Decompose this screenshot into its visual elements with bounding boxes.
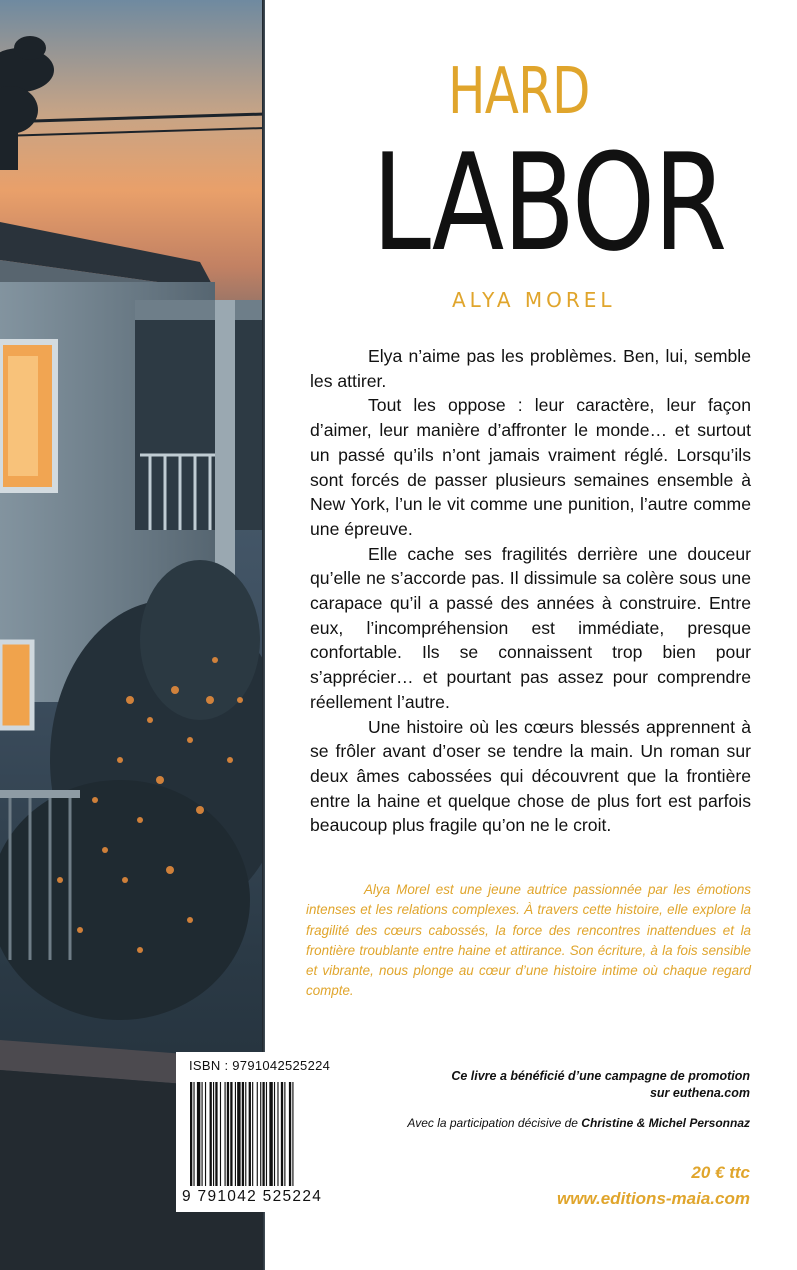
barcode-bar [281,1082,283,1186]
participation-prefix: Avec la participation décisive de [407,1116,578,1130]
participation-names: Christine & Michel Personnaz [581,1116,750,1130]
price: 20 € ttc [691,1163,750,1182]
barcode-bar [260,1082,261,1186]
barcode-bar [235,1082,236,1186]
barcode-bar [289,1082,291,1186]
promo-line: Ce livre a bénéficié d’une campagne de promotion [451,1069,750,1083]
synopsis-paragraph: Une histoire où les cœurs blessés apprennent à se frôler avant d’oser se tendre la main. Un roman sur deux âmes cabossées qui découvrent que la frontière entre la haine et quelque chose de plus fort est parfois beaucoup plus fragile qu’on ne le croit. [310,716,751,836]
book-title-line1: HARD [448,55,590,129]
isbn-label: ISBN : 9791042525224 [189,1058,331,1073]
barcode-bar [190,1082,192,1186]
barcode-bar [277,1082,278,1186]
author-bio: Alya Morel est une jeune autrice passionnée par les émotions intenses et les relations complexes. À travers cette histoire, elle explore la fragilité des cœurs cabossés, la force des rencontres inattendues et la frontière troublante entre haine et attirance. Son écriture, à la fois sensible et vibrante, nous plonge au cœur d’une histoire intime où chaque regard compte. [306,882,751,999]
promo-link-text: sur euthena.com [649,1086,750,1100]
barcode-bar [205,1082,206,1186]
barcode-bar [249,1082,251,1186]
synopsis [310,344,751,838]
isbn-number: 9 791042 525224 [182,1188,323,1205]
synopsis-paragraph: Tout les oppose : leur caractère, leur façon d’aimer, leur manière d’affronter le monde… et surtout un passé qu’ils n’ont jamais vraiment réglé. Lorsqu’ils sont forcés de passer plusieurs semaines ensemble à New York, l’un le vit comme une punition, l’autre comme une épreuve. [310,395,751,539]
barcode-bar [262,1082,264,1186]
barcode-bar [215,1082,217,1186]
barcode-bar [266,1082,267,1186]
barcode-bar [220,1082,221,1186]
barcode-bar [274,1082,275,1186]
promo-note [370,1068,750,1102]
barcode-bar [202,1082,203,1186]
barcode-bar [252,1082,253,1186]
barcode-bar [292,1082,293,1186]
barcode-bar [284,1082,285,1186]
book-title-line2: LABOR [372,125,726,281]
barcode-bar [242,1082,244,1186]
barcode [190,1082,340,1186]
barcode-bar [230,1082,232,1186]
barcode-bar [237,1082,240,1186]
synopsis-paragraph: Elle cache ses fragilités derrière une douceur qu’elle ne s’accorde pas. Il dissimule sa colère sous une carapace qu’il a passé des années à construire. Entre eux, l’incompréhension est immédiate, presque confortable. Ils se connaissent trop bien pour s’apprécier… et pourtant pas assez pour comprendre réellement l’autre. [310,543,751,712]
publisher-website: www.editions-maia.com [556,1189,750,1208]
lit-window [0,642,32,728]
isbn-barcode-block [176,1052,349,1212]
palm-tree [0,36,54,170]
barcode-bar [225,1082,226,1186]
barcode-bar [213,1082,214,1186]
author-name: ALYA MOREL [452,288,616,312]
barcode-bar [269,1082,272,1186]
barcode-bar [245,1082,246,1186]
barcode-bar [197,1082,200,1186]
barcode-bar [210,1082,212,1186]
synopsis-paragraph: Elya n’aime pas les problèmes. Ben, lui, semble les attirer. [310,346,751,391]
barcode-bar [227,1082,229,1186]
barcode-bar [257,1082,258,1186]
participation-note [330,1116,750,1130]
barcode-bar [193,1082,194,1186]
